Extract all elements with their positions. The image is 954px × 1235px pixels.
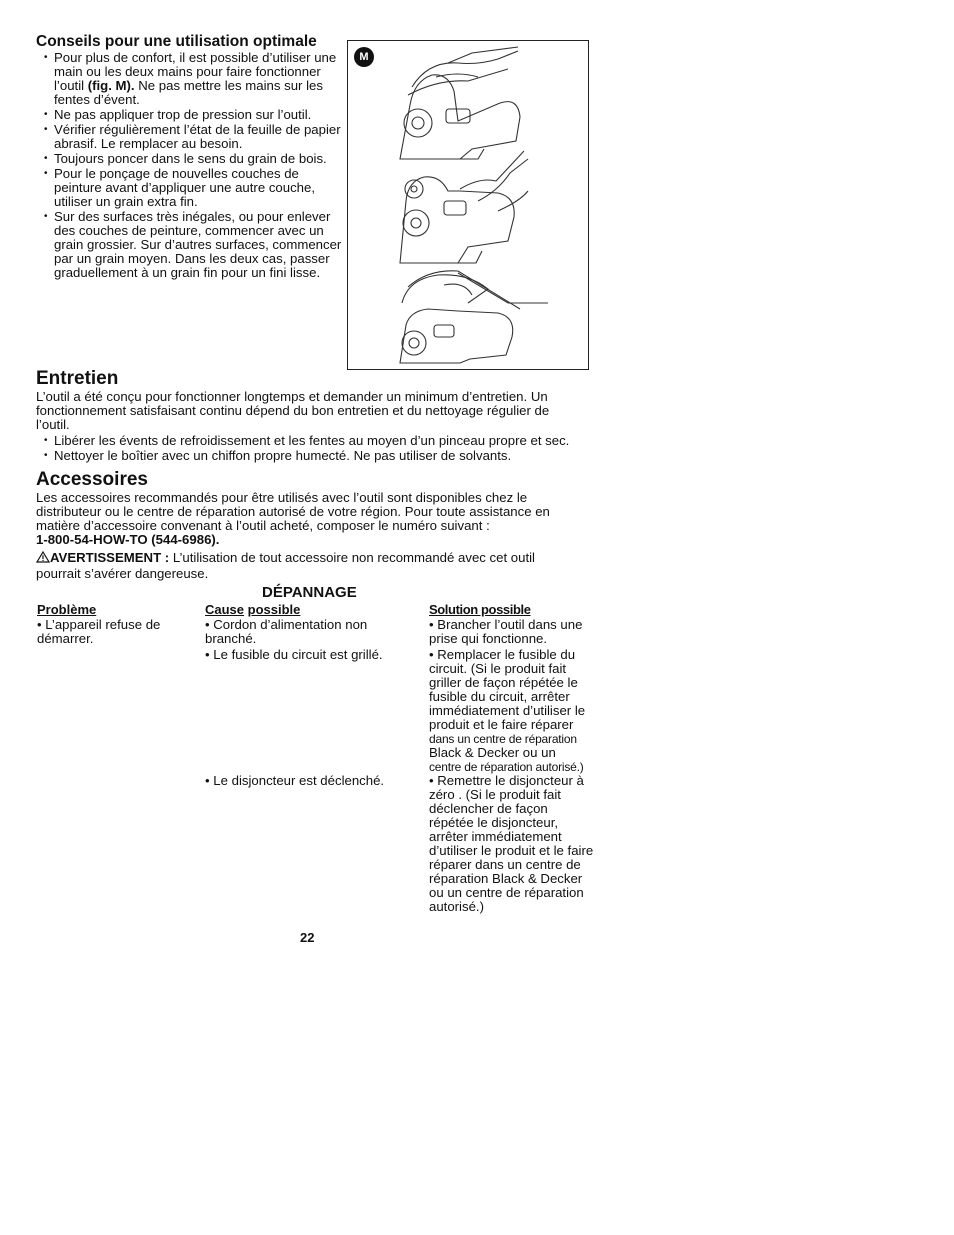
phone-number: 1-800-54-HOW-TO (544-6986). xyxy=(36,532,220,547)
sander-illustration xyxy=(348,41,588,369)
tips-item: • Ne pas appliquer trop de pression sur l’outil. xyxy=(36,108,348,122)
tips-item: • Toujours poncer dans le sens du grain de bois. xyxy=(36,152,348,166)
tips-heading: Conseils pour une utilisation optimale xyxy=(36,33,317,50)
cause-row-1: • Cordon d’alimentation non branché. xyxy=(205,617,368,646)
entretien-heading: Entretien xyxy=(36,368,119,389)
figure-m xyxy=(347,40,589,370)
col-probleme: Problème xyxy=(37,602,97,617)
tips-list xyxy=(36,51,348,280)
accessoires-section xyxy=(36,469,596,582)
figure-badge: M xyxy=(354,47,374,67)
col-solution: Solution possible xyxy=(429,602,531,617)
tips-item: • Sur des surfaces très inégales, ou pour enlever des couches de peinture, commencer avec un grain grossier. Sur d’autres surfaces, commencer par un grain moyen. Dans les deux cas, passer graduellement à un grain fin pour un fini lisse. xyxy=(36,210,348,280)
cause-row-2: • Le fusible du circuit est grillé. xyxy=(205,647,383,662)
tips-item: • Pour le ponçage de nouvelles couches de peinture avant d’appliquer une autre couche, utiliser un grain extra fin. xyxy=(36,167,348,209)
col-cause: Cause possible xyxy=(205,602,301,617)
entretien-list xyxy=(36,434,596,463)
solution-row-1: • Brancher l’outil dans une prise qui fonctionne. xyxy=(429,617,583,646)
page-number: 22 xyxy=(300,930,315,945)
tips-item: • Pour plus de confort, il est possible d’utiliser une main ou les deux mains pour faire fonctionner l’outil (fig. M). Ne pas mettre les mains sur les fentes d’évent. xyxy=(36,51,348,107)
accessoires-heading: Accessoires xyxy=(36,469,148,490)
tips-item: • Vérifier régulièrement l’état de la feuille de papier abrasif. Le remplacer au besoin. xyxy=(36,123,348,151)
warning-text: AVERTISSEMENT : L’utilisation de tout accessoire non recommandé avec cet outil pourrait s’avérer dangereuse. xyxy=(36,550,535,581)
entretien-item: • Libérer les évents de refroidissement et les fentes au moyen d’un pinceau propre et sec. xyxy=(36,434,596,448)
problem-text: • L’appareil refuse de démarrer. xyxy=(37,617,161,646)
warning-icon xyxy=(36,551,50,563)
cause-row-3: • Le disjoncteur est déclenché. xyxy=(205,773,385,788)
accessoires-paragraph: Les accessoires recommandés pour être utilisés avec l’outil sont disponibles chez le distributeur ou le centre de réparation autorisé de votre région. Pour toute assistance en matière d’accessoire convenant à l’outil acheté, composer le numéro suivant : xyxy=(36,490,550,533)
depannage-heading: DÉPANNAGE xyxy=(262,584,357,601)
entretien-paragraph: L’outil a été conçu pour fonctionner longtemps et demander un minimum d’entretien. Un fonctionnement satisfaisant continu dépend du bon entretien et du nettoyage régulier de l’outil. xyxy=(36,389,550,432)
entretien-item: • Nettoyer le boîtier avec un chiffon propre humecté. Ne pas utiliser de solvants. xyxy=(36,449,596,463)
tips-section xyxy=(36,33,348,281)
entretien-section xyxy=(36,368,596,464)
solution-row-2: • Remplacer le fusible du circuit. (Si le produit fait griller de façon répétée le fusible du circuit, arrêter immédiatement d’utiliser le produit et le faire réparer dans un centre de réparation Black & Decker ou un centre de réparation autorisé.) xyxy=(429,647,586,774)
solution-row-3: • Remettre le disjoncteur à zéro . (Si le produit fait déclencher de façon répétée le disjoncteur, arrêter immédiatement d’utiliser le produit et le faire réparer dans un centre de réparation Black & Decker ou un centre de réparation autorisé.) xyxy=(429,773,594,914)
